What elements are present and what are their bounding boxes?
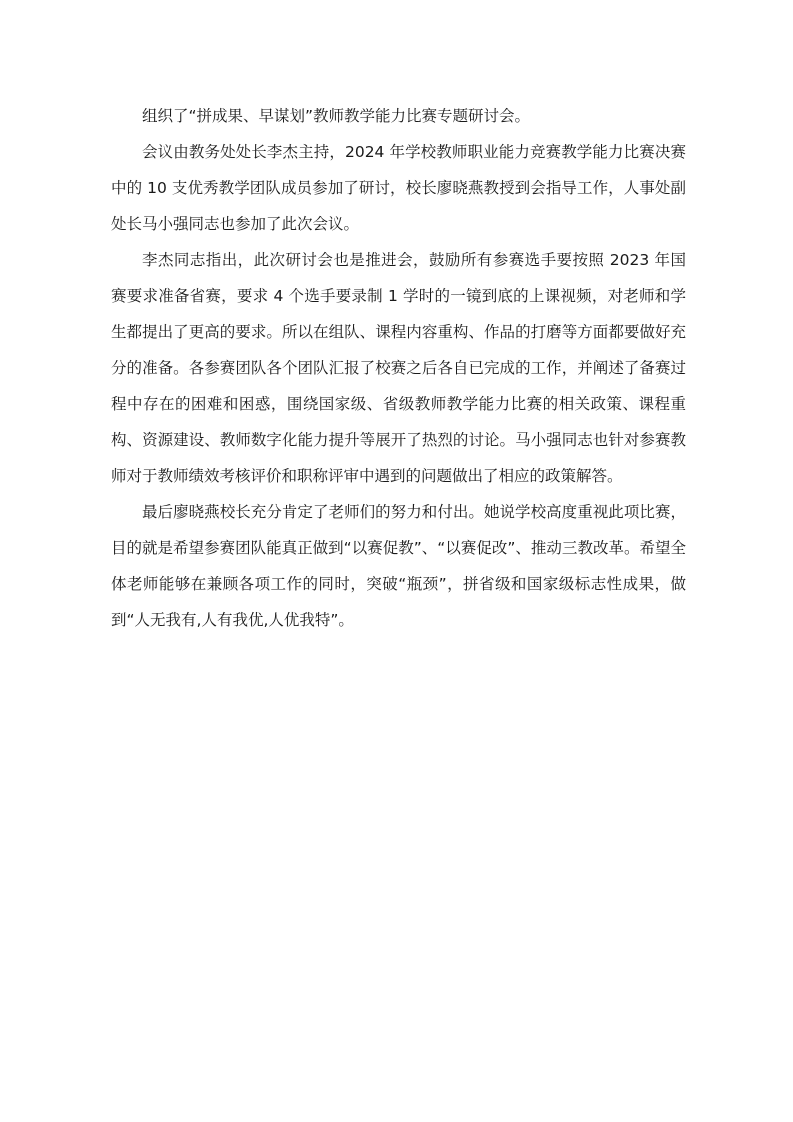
paragraph-discussion: 李杰同志指出，此次研讨会也是推进会，鼓励所有参赛选手要按照 2023 年国赛要求准备省赛，要求 4 个选手要录制 1 学时的一镜到底的上课视频，对老师和学生都提出了更高的要求。所以在组队、课程内容重构、作品的打磨等方面都要做好充分的准备。各参赛团队各个团队汇报了校赛之后各自已完成的工作，并阐述了备赛过程中存在的困难和困惑，围绕国家级、省级教师教学能力比赛的相关政策、课程重构、资源建设、教师数字化能力提升等展开了热烈的讨论。马小强同志也针对参赛教师对于教师绩效考核评价和职称评审中遇到的问题做出了相应的政策解答。: [111, 251, 686, 485]
paragraph-intro: 组织了“拼成果、早谋划”教师教学能力比赛专题研讨会。: [142, 107, 531, 125]
paragraph-conclusion: 最后廖晓燕校长充分肯定了老师们的努力和付出。她说学校高度重视此项比赛，目的就是希望参赛团队能真正做到“以赛促教”、“以赛促改”、推动三教改革。希望全体老师能够在兼顾各项工作的同时，突破“瓶颈”，拼省级和国家级标志性成果，做到“人无我有,人有我优,人优我特”。: [111, 503, 686, 629]
document-body: [111, 98, 686, 638]
paragraph-meeting-host: 会议由教务处处长李杰主持，2024 年学校教师职业能力竞赛教学能力比赛决赛中的 10 支优秀教学团队成员参加了研讨，校长廖晓燕教授到会指导工作，人事处副处长马小强同志也参加了此次会议。: [111, 143, 686, 233]
